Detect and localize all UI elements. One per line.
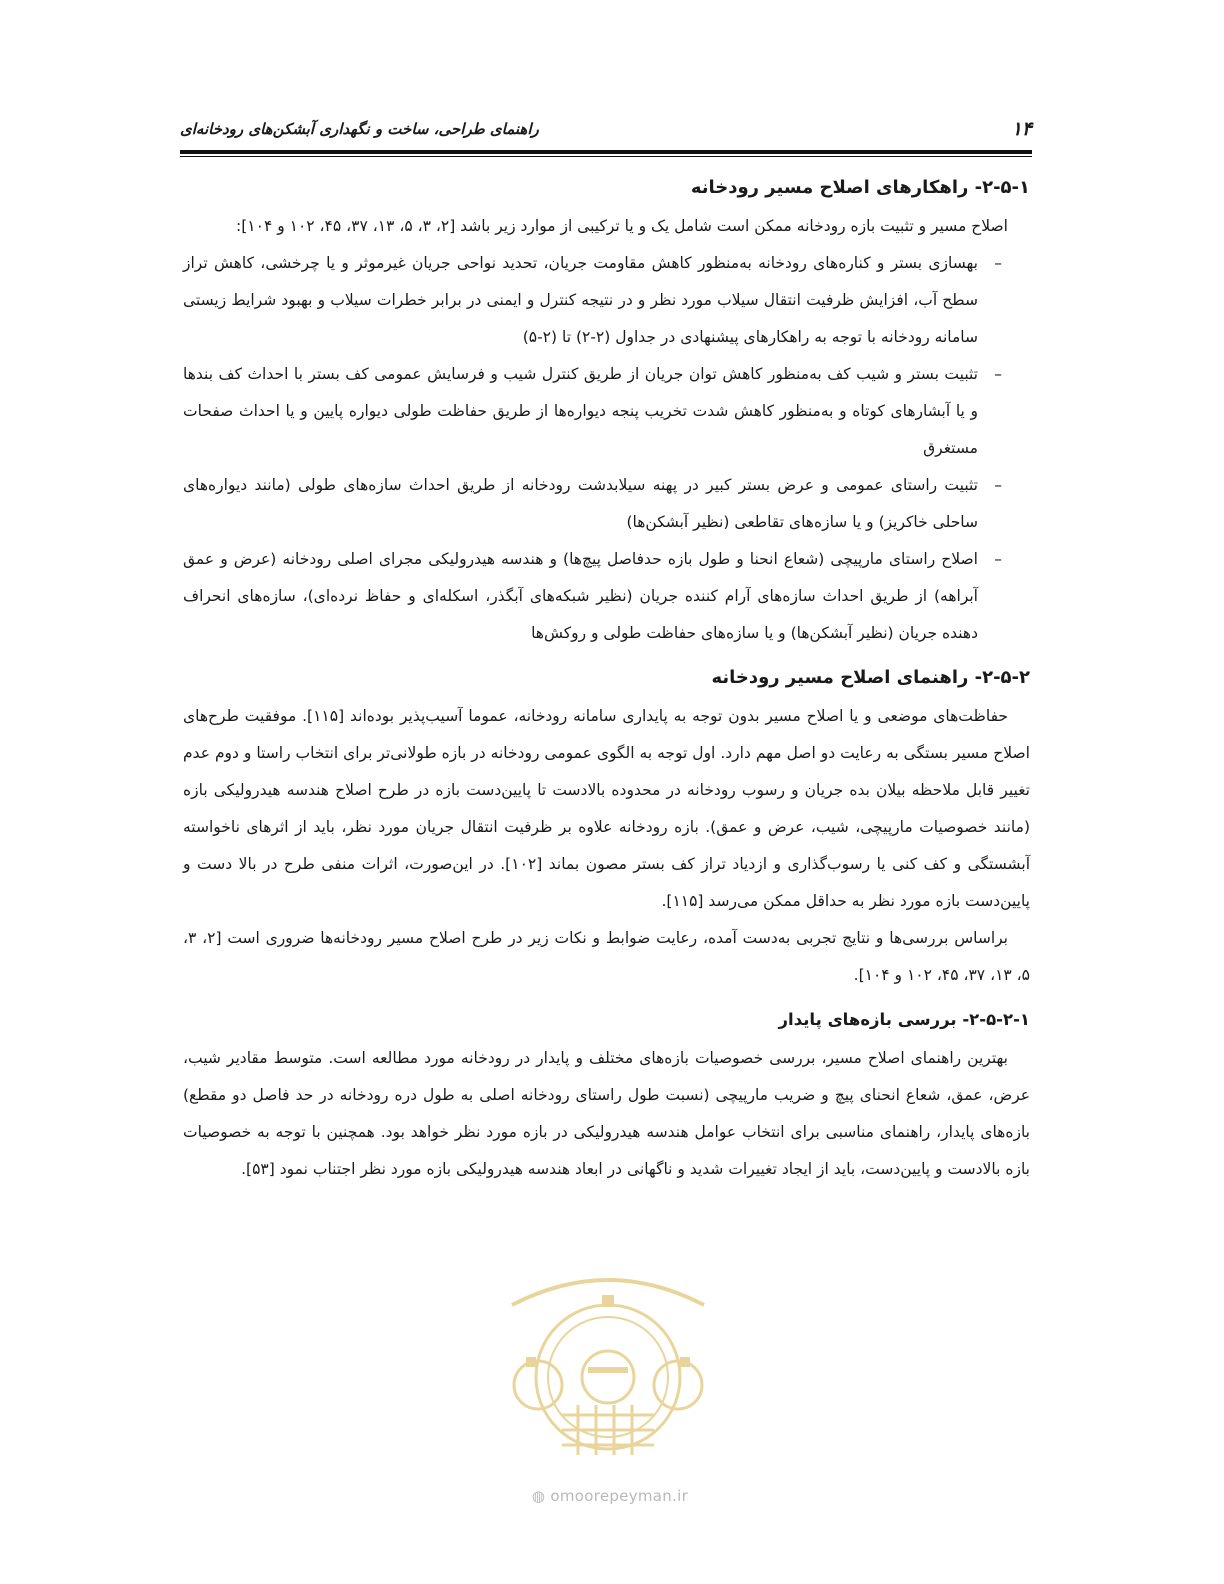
header-rule-thick (180, 150, 1032, 154)
bullet-dash: – (994, 550, 1002, 568)
watermark-url (510, 1487, 710, 1505)
guide-paragraph-1: حفاظت‌های موضعی و یا اصلاح مسیر بدون توجه به پایداری سامانه رودخانه، عموما آسیب‌پذیر بوده‌اند [۱۱۵]. موفقیت طرح‌های اصلاح مسیر بستگی به رعایت دو اصل مهم دارد. اول توجه به الگوی عمومی رودخانه در بازه طولانی‌تر برای انتخاب راستا و دوم عدم تغییر قابل ملاحظه بیلان بده جریان و رسوب رودخانه در محدوده بالادست تا پایین‌دست بازه در طرح اصلاح هندسه هیدرولیکی بازه (مانند خصوصیات مارپیچی، شیب، عرض و عمق). بازه رودخانه علاوه بر ظرفیت انتقال جریان مورد نظر، باید از اثرهای ناخواسته آبشستگی و کف کنی یا رسوب‌گذاری و ازدیاد تراز کف بستر مصون بماند [۱۰۲]. در این‌صورت، اثرات منفی طرح در بالا دست و پایین‌دست بازه مورد نظر به حداقل ممکن می‌رسد [۱۱۵]. (183, 707, 1031, 910)
bullet-text: بهسازی بستر و کناره‌های رودخانه به‌منظور کاهش مقاومت جریان، تحدید نواحی جریان غیرموثر و یا چرخشی، کاهش تراز سطح آب، افزایش ظرفیت انتقال سیلاب مورد نظر و در نتیجه کنترل و ایمنی در برابر خطرات سیلاب و بهبود شرایط زیستی سامانه رودخانه با توجه به راهکارهای پیشنهادی در جداول (۲-۲) تا (۲-۵) (183, 254, 978, 346)
header-rule-thin (180, 156, 1032, 157)
section-intro-paragraph: اصلاح مسیر و تثبیت بازه رودخانه ممکن است شامل یک و یا ترکیبی از موارد زیر باشد [۲، ۳، ۵، ۱۳، ۳۷، ۴۵، ۱۰۲ و ۱۰۴]: (236, 217, 1008, 235)
watermark-url-text: omoorepeyman.ir (550, 1487, 689, 1505)
bullet-text: اصلاح راستای مارپیچی (شعاع انحنا و طول بازه حدفاصل پیچ‌ها) و هندسه هیدرولیکی مجرای اصلی رودخانه (عرض و عمق آبراهه) از طریق احداث سازه‌های آرام کننده جریان (نظیر شبکه‌های آبگذر، اسکله‌ای و حفاظ نرده‌ای)، سازه‌های انحراف دهنده جریان (نظیر آبشکن‌ها) و یا سازه‌های حفاظت طولی و روکش‌ها (183, 550, 978, 642)
page-header (180, 116, 1032, 146)
watermark-seal (492, 1265, 724, 1485)
bullet-dash: – (994, 254, 1002, 272)
page-number: ۱۴ (1011, 118, 1032, 140)
bullet-dash: – (994, 476, 1002, 494)
bullet-item (183, 541, 1030, 652)
globe-icon: ◍ (531, 1487, 546, 1505)
bullet-dash: – (994, 365, 1002, 383)
bullet-item (183, 356, 1030, 467)
running-title: راهنمای طراحی، ساخت و نگهداری آبشکن‌های رودخانه‌ای (180, 120, 539, 138)
page-content (183, 168, 1030, 1188)
methods-bullet-list (183, 245, 1030, 652)
bullet-text: تثبیت بستر و شیب کف به‌منظور کاهش توان جریان از طریق کنترل شیب و فرسایش عمومی کف بستر با احداث کف بندها و یا آبشارهای کوتاه و به‌منظور کاهش شدت تخریب پنجه دیواره‌ها از طریق حفاظت طولی دیواره پایین و یا احداث صفحات مستغرق (183, 365, 978, 457)
bullet-item (183, 245, 1030, 356)
stable-reaches-paragraph: بهترین راهنمای اصلاح مسیر، بررسی خصوصیات بازه‌های مختلف و پایدار در رودخانه مورد مطالعه است. متوسط مقادیر شیب، عرض، عمق، شعاع انحنای پیچ و ضریب مارپیچی (نسبت طول راستای رودخانه اصلی به طول دره رودخانه در حد فاصل دو مقطع) بازه‌های پایدار، راهنمای مناسبی برای انتخاب عوامل هندسه هیدرولیکی در بازه مورد نظر خواهد بود. همچنین با توجه به خصوصیات بازه بالادست و پایین‌دست، باید از ایجاد تغییرات شدید و ناگهانی در ابعاد هندسه هیدرولیکی بازه مورد نظر اجتناب نمود [۵۳]. (183, 1049, 1030, 1178)
bullet-item (183, 467, 1030, 541)
section-heading-river-correction-guide: ۲-۵-۲- راهنمای اصلاح مسیر رودخانه (711, 667, 1030, 688)
section-heading-river-correction-methods: ۲-۵-۱- راهکارهای اصلاح مسیر رودخانه (690, 177, 1030, 198)
guide-paragraph-2: براساس بررسی‌ها و نتایج تجربی به‌دست آمده، رعایت ضوابط و نکات زیر در طرح اصلاح مسیر رودخانه‌ها ضروری است [۲، ۳، ۵، ۱۳، ۳۷، ۴۵، ۱۰۲ و ۱۰۴]. (183, 929, 1030, 984)
bullet-text: تثبیت راستای عمومی و عرض بستر کبیر در پهنه سیلابدشت رودخانه از طریق احداث سازه‌های طولی (مانند دیواره‌های ساحلی خاکریز) و یا سازه‌های تقاطعی (نظیر آبشکن‌ها) (183, 476, 978, 531)
subsection-heading-stable-reaches: ۲-۵-۲-۱- بررسی بازه‌های پایدار (778, 1010, 1030, 1029)
